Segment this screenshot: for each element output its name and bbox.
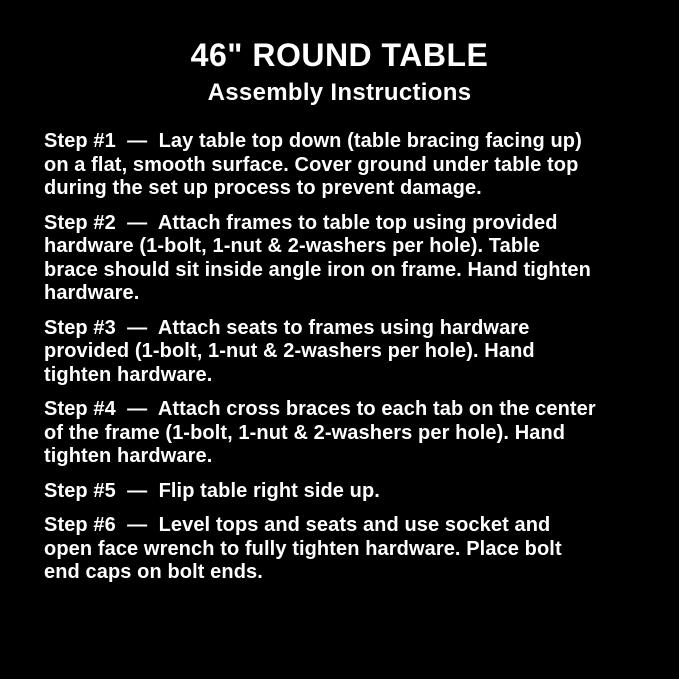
step-line: hardware (1-bolt, 1-nut & 2-washers per hole). Table — [44, 235, 541, 257]
step-line: Step #4 — Attach cross braces to each tab on the center — [44, 398, 596, 420]
step-3 — [44, 317, 679, 388]
step-1 — [44, 130, 679, 201]
step-line: hardware. — [44, 282, 140, 304]
step-line: brace should sit inside angle iron on frame. Hand tighten — [44, 258, 591, 281]
page-subtitle: Assembly Instructions — [207, 79, 472, 106]
step-line: tighten hardware. — [44, 445, 213, 467]
step-6 — [44, 514, 679, 585]
steps-list — [44, 130, 679, 585]
step-line: end caps on bolt ends. — [44, 561, 263, 583]
step-line: on a flat, smooth surface. Cover ground under table top — [44, 153, 579, 176]
step-line: Step #5 — Flip table right side up. — [44, 479, 380, 502]
step-line: Step #2 — Attach frames to table top using provided — [44, 211, 558, 234]
step-line: of the frame (1-bolt, 1-nut & 2-washers per hole). Hand — [44, 421, 566, 444]
step-line: Step #1 — Lay table top down (table bracing facing up) — [44, 130, 582, 152]
step-line: Step #3 — Attach seats to frames using hardware — [44, 316, 530, 339]
page-title: 46" ROUND TABLE — [190, 37, 489, 73]
step-line: Step #6 — Level tops and seats and use socket and — [44, 514, 551, 536]
step-4 — [44, 398, 679, 469]
step-line: during the set up process to prevent damage. — [44, 177, 482, 199]
step-line: tighten hardware. — [44, 363, 213, 386]
step-line: provided (1-bolt, 1-nut & 2-washers per hole). Hand — [44, 340, 535, 362]
step-2 — [44, 212, 679, 306]
step-5 — [44, 480, 679, 504]
step-line: open face wrench to fully tighten hardware. Place bolt — [44, 537, 562, 560]
